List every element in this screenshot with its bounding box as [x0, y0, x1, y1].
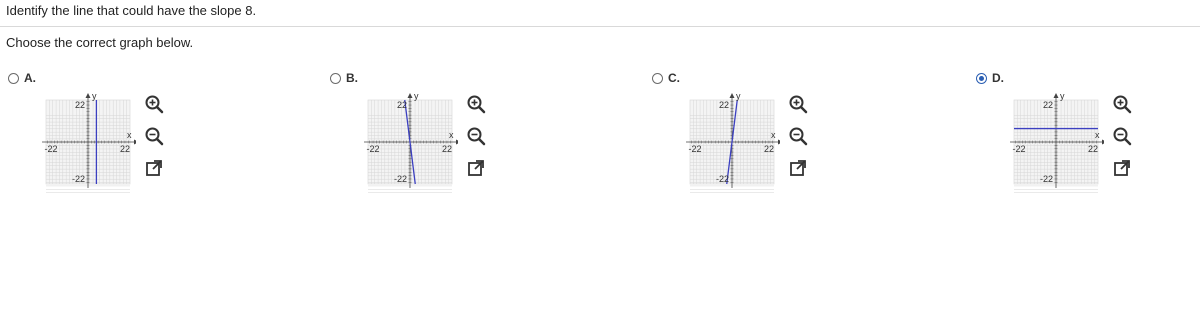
divider	[0, 26, 1200, 27]
y-max-label: 22	[718, 100, 729, 111]
question-text: Identify the line that could have the slope 8.	[6, 3, 257, 18]
option-b-label: B.	[346, 71, 358, 85]
option-a-label: A.	[24, 71, 36, 85]
option-c-tools	[788, 94, 808, 190]
x-min-label: -22	[44, 144, 58, 154]
x-axis-arrow	[134, 140, 136, 145]
option-a-graph	[26, 92, 136, 202]
option-a-radio-row[interactable]	[8, 70, 36, 86]
open-new-window-icon[interactable]	[466, 158, 486, 178]
y-max-label: 22	[74, 100, 85, 111]
option-b-radio[interactable]	[330, 73, 341, 84]
x-axis-arrow	[778, 140, 780, 145]
x-max-label: 22	[441, 144, 452, 154]
option-d	[976, 70, 1200, 210]
y-axis-label: y	[92, 92, 97, 101]
option-b	[330, 70, 630, 210]
y-max-label: 22	[1042, 100, 1053, 111]
option-d-radio[interactable]	[976, 73, 987, 84]
zoom-out-icon[interactable]	[466, 126, 486, 146]
y-min-label: -22	[393, 173, 407, 184]
option-c-radio[interactable]	[652, 73, 663, 84]
open-new-window-icon[interactable]	[1112, 158, 1132, 178]
x-max-label: 22	[763, 144, 774, 154]
x-min-label: -22	[1012, 144, 1026, 154]
y-axis-label: y	[736, 92, 741, 101]
option-d-label: D.	[992, 71, 1004, 85]
zoom-in-icon[interactable]	[788, 94, 808, 114]
y-min-label: -22	[715, 173, 729, 184]
x-max-label: 22	[1087, 144, 1098, 154]
x-axis-label: x	[1095, 130, 1100, 140]
option-b-radio-row[interactable]	[330, 70, 358, 86]
zoom-in-icon[interactable]	[144, 94, 164, 114]
y-axis-label: y	[414, 92, 419, 101]
option-a	[8, 70, 308, 210]
y-axis-arrow	[408, 93, 413, 98]
y-axis-label: y	[1060, 92, 1065, 101]
zoom-in-icon[interactable]	[466, 94, 486, 114]
y-axis-arrow	[86, 93, 91, 98]
instruction-text: Choose the correct graph below.	[6, 35, 194, 50]
y-max-label: 22	[396, 100, 407, 111]
y-min-label: -22	[71, 173, 85, 184]
option-d-radio-row[interactable]	[976, 70, 1004, 86]
option-d-tools	[1112, 94, 1132, 190]
option-a-tools	[144, 94, 164, 190]
x-axis-label: x	[127, 130, 132, 140]
x-axis-label: x	[449, 130, 454, 140]
option-c-label: C.	[668, 71, 680, 85]
option-b-tools	[466, 94, 486, 190]
zoom-out-icon[interactable]	[788, 126, 808, 146]
option-d-graph	[994, 92, 1104, 202]
open-new-window-icon[interactable]	[144, 158, 164, 178]
x-max-label: 22	[119, 144, 130, 154]
y-axis-arrow	[730, 93, 735, 98]
zoom-out-icon[interactable]	[1112, 126, 1132, 146]
x-axis-label: x	[771, 130, 776, 140]
option-c	[652, 70, 952, 210]
y-axis-arrow	[1054, 93, 1059, 98]
x-axis-arrow	[1102, 140, 1104, 145]
x-min-label: -22	[366, 144, 380, 154]
x-min-label: -22	[688, 144, 702, 154]
option-a-radio[interactable]	[8, 73, 19, 84]
option-c-graph	[670, 92, 780, 202]
x-axis-arrow	[456, 140, 458, 145]
open-new-window-icon[interactable]	[788, 158, 808, 178]
option-c-radio-row[interactable]	[652, 70, 680, 86]
y-min-label: -22	[1039, 173, 1053, 184]
zoom-in-icon[interactable]	[1112, 94, 1132, 114]
zoom-out-icon[interactable]	[144, 126, 164, 146]
option-b-graph	[348, 92, 458, 202]
